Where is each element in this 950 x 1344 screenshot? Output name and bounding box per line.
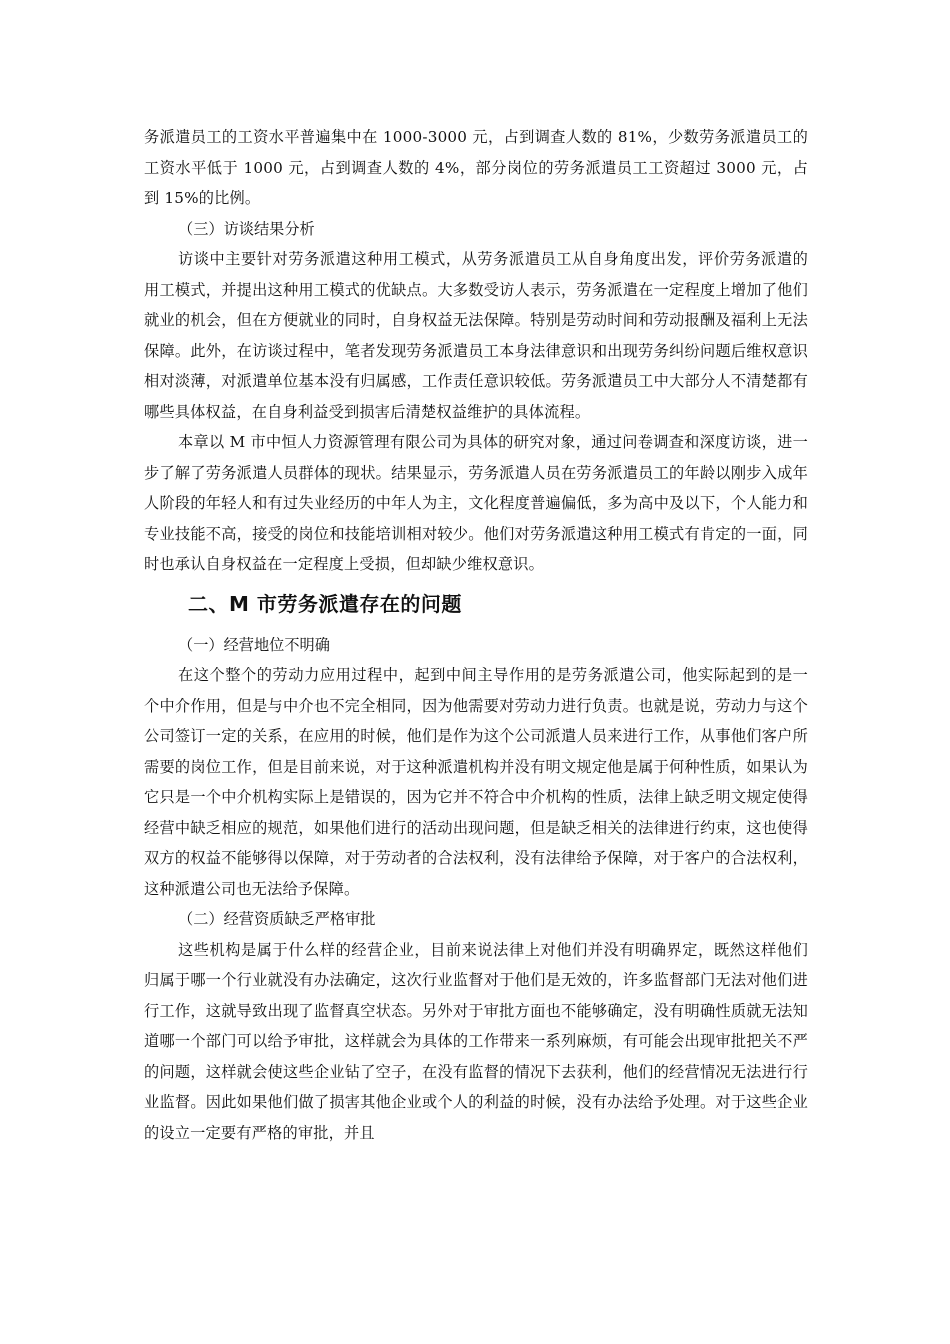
paragraph-wage-distribution: 务派遣员工的工资水平普遍集中在 1000-3000 元，占到调查人数的 81%，少数劳务派遣员工的工资水平低于 1000 元，占到调查人数的 4%，部分岗位的劳务派遣员工工资超过 3000 元，占到 15%的比例。: [144, 128, 808, 207]
subheading-unclear-status: （一）经营地位不明确: [178, 635, 330, 654]
paragraph-unclear-status: 在这个整个的劳动力应用过程中，起到中间主导作用的是劳务派遣公司，他实际起到的是一个中介作用，但是与中介也不完全相同，因为他需要对劳动力进行负责。也就是说，劳动力与这个公司签订一定的关系，在应用的时候，他们是作为这个公司派遣人员来进行工作，从事他们客户所需要的岗位工作，但是目前来说，对于这种派遣机构并没有明文规定他是属于何种性质，如果认为它只是一个中介机构实际上是错误的，因为它并不符合中介机构的性质，法律上缺乏明文规定使得经营中缺乏相应的规范，如果他们进行的活动出现问题，但是缺乏相关的法律进行约束，这也使得双方的权益不能够得以保障，对于劳动者的合法权利，没有法律给予保障，对于客户的合法权利，这种派遣公司也无法给予保障。: [144, 666, 808, 898]
subheading-lack-of-approval: （二）经营资质缺乏严格审批: [178, 910, 376, 928]
paragraph-chapter-summary: 本章以 M 市中恒人力资源管理有限公司为具体的研究对象，通过问卷调查和深度访谈，进一步了解了劳务派遣人员群体的现状。结果显示，劳务派遣人员在劳务派遣员工的年龄以刚步入成年人阶段的年轻人和有过失业经历的中年人为主，文化程度普遍偏低，多为高中及以下，个人能力和专业技能不高，接受的岗位和技能培训相对较少。他们对劳务派遣这种用工模式有肯定的一面，同时也承认自身权益在一定程度上受损，但却缺少维权意识。: [144, 433, 808, 573]
document-page: [144, 122, 808, 1148]
paragraph-lack-of-approval: 这些机构是属于什么样的经营企业，目前来说法律上对他们并没有明确界定，既然这样他们归属于哪一个行业就没有办法确定，这次行业监督对于他们是无效的，许多监督部门无法对他们进行工作，这就导致出现了监督真空状态。另外对于审批方面也不能够确定，没有明确性质就无法知道哪一个部门可以给予审批，这样就会为具体的工作带来一系列麻烦，有可能会出现审批把关不严的问题，这样就会使这些企业钻了空子，在没有监督的情况下去获利，他们的经营情况无法进行行业监督。因此如果他们做了损害其他企业或个人的利益的时候，没有办法给予处理。对于这些企业的设立一定要有严格的审批，并且: [144, 940, 808, 1142]
subheading-interview-analysis: （三）访谈结果分析: [178, 219, 315, 238]
section-heading-problems: 二、M 市劳务派遣存在的问题: [188, 591, 462, 616]
paragraph-interview-findings: 访谈中主要针对劳务派遣这种用工模式，从劳务派遣员工从自身角度出发，评价劳务派遣的用工模式，并提出这种用工模式的优缺点。大多数受访人表示，劳务派遣在一定程度上增加了他们就业的机会，但在方便就业的同时，自身权益无法保障。特别是劳动时间和劳动报酬及福利上无法保障。此外，在访谈过程中，笔者发现劳务派遣员工本身法律意识和出现劳务纠纷问题后维权意识相对淡薄，对派遣单位基本没有归属感，工作责任意识较低。劳务派遣员工中大部分人不清楚都有哪些具体权益，在自身利益受到损害后清楚权益维护的具体流程。: [144, 250, 808, 421]
